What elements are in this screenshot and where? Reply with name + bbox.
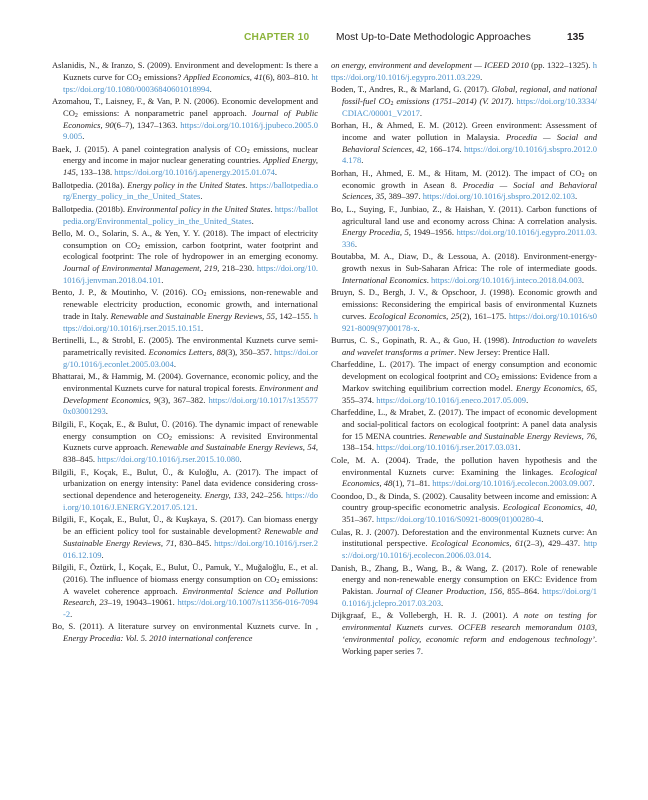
- reference-entry: [331, 120, 597, 167]
- subscript: 2: [581, 172, 585, 179]
- reference-column-left: [52, 60, 318, 646]
- reference-text: .: [419, 107, 423, 118]
- reference-text: . New Jersey: Prentice Hall.: [454, 346, 550, 357]
- reference-entry: [331, 84, 597, 119]
- reference-text: Charfeddine, L., & Mrabet, Z. (2017). The impact of economic development and social-political factors on ecological footprint: A panel data analysis for 15 MENA countries.: [331, 407, 597, 441]
- reference-entry: [331, 251, 597, 286]
- source-title: Energy policy in the United States: [127, 179, 246, 190]
- doi-link[interactable]: https://doi.org/10.1016/j.eneco.2017.05.009: [376, 394, 527, 405]
- reference-text: .: [581, 275, 585, 286]
- reference-text: Cole, M. A. (2004). Trade, the pollution haven hypothesis and the environmental Kuznets curve: Examining the linkages.: [331, 454, 597, 477]
- reference-entry: [331, 204, 597, 251]
- source-title: Energy Procedia: Vol. 5. 2010 international conference: [63, 633, 253, 644]
- reference-text: Bello, M. O., Solarin, S. A., & Yen, Y. Y. (2018). The impact of electricity consumption on CO: [52, 227, 318, 250]
- doi-link[interactable]: https://doi.org/10.1016/j.jclepro.2017.03.203: [342, 586, 597, 608]
- reference-text: Boutabba, M. A., Diaw, D., & Lessoua, A. (2018). Environment-energy-growth nexus in Sub-Saharan Africa: The role of intermediate goods.: [331, 251, 597, 274]
- source-title: Energy Procedia, 5: [342, 227, 409, 238]
- reference-text: emissions: A wavelet coherence approach.: [63, 573, 318, 596]
- source-title: A note on testing for environmental Kuznets curves. OCFEB research memorandum 0103, ‘environmental policy, economic reform and endogenous technology’: [342, 610, 598, 644]
- reference-entry: [52, 514, 318, 561]
- reference-entry: [52, 287, 318, 334]
- reference-text: Culas, R. J. (2007). Deforestation and the environmental Kuznets curve: An institutional perspective.: [331, 526, 597, 549]
- reference-entry: [331, 407, 597, 454]
- source-title: Journal of Cleaner Production, 156: [376, 586, 503, 597]
- reference-text: Aslanidis, N., & Iranzo, S. (2009). Environment and development: Is there a Kuznets curve for CO: [52, 60, 318, 82]
- source-title: Procedia — Social and Behavioral Sciences, 35: [342, 179, 597, 202]
- reference-text: .: [270, 203, 275, 214]
- reference-text: .: [518, 442, 521, 453]
- reference-text: Bo, L., Suying, F., Junbiao, Z., & Haishan, Y. (2011). Carbon functions of agricultural land use and economy across China: A correlation analysis.: [331, 203, 597, 226]
- doi-link[interactable]: https://doi.org/10.1016/j.sbspro.2012.02.103: [422, 191, 575, 202]
- reference-text: , 138–154.: [342, 430, 598, 453]
- doi-link[interactable]: https://doi.org/10.1017/s1355770x03001293: [63, 394, 318, 417]
- reference-text: .: [173, 358, 176, 369]
- reference-text: , 838–845.: [63, 442, 319, 465]
- source-title: Environmental policy in the United States: [127, 203, 271, 214]
- doi-link[interactable]: https://doi.org/10.1016/j.jpubeco.2005.09.005: [63, 119, 318, 142]
- reference-entry: [52, 371, 318, 418]
- doi-link[interactable]: https://doi.org/10.1016/s0921-8009(97)00178-x: [342, 310, 597, 333]
- reference-entry: [331, 491, 597, 526]
- reference-text: Dijkgraaf, E., & Vollebergh, H. R. J. (2001).: [331, 610, 514, 621]
- source-title: Applied Economics, 41: [183, 71, 263, 82]
- source-title: Global, regional, and national fossil-fuel CO: [342, 84, 597, 106]
- chapter-label: CHAPTER 10: [244, 32, 310, 43]
- doi-link[interactable]: https://doi.org/10.1016/j.ecolecon.2006.03.014: [342, 538, 597, 561]
- reference-text: Bruyn, S. D., Bergh, J. V., & Opschoor, J. (1998). Economic growth and emissions: Reconsidering the empirical basis of environmental Kuznets curves.: [331, 287, 597, 321]
- doi-link[interactable]: https://doi.org/10.1016/j.ecolecon.2003.09.007: [432, 478, 593, 489]
- reference-text: , 351–367.: [342, 502, 597, 525]
- reference-text: .: [480, 71, 483, 82]
- reference-entry: [331, 455, 597, 490]
- reference-entry: [331, 335, 597, 359]
- page-number: 135: [567, 32, 584, 43]
- reference-text: Bilgili, F., Koçak, E., Bulut, Ü., & Kuşkaya, S. (2017). Can biomass energy be an efficient policy tool for sustainable development?: [52, 514, 318, 536]
- doi-link[interactable]: https://doi.org/10.1016/j.rser.2015.10.080: [97, 454, 240, 465]
- reference-text: Ballotpedia. (2018b).: [52, 203, 128, 214]
- reference-text: on economic growth in Asean 8.: [342, 167, 597, 190]
- reference-entry: [52, 204, 318, 228]
- subscript: 2: [496, 376, 500, 383]
- reference-entry: [52, 144, 318, 179]
- reference-text: Ballotpedia. (2018a).: [52, 179, 128, 190]
- source-title: Environment and Development Economics, 9: [63, 382, 318, 405]
- subscript: 2: [74, 112, 78, 119]
- reference-text: .: [426, 275, 432, 286]
- source-title: Energy, 133: [204, 490, 247, 501]
- reference-text: , 142–155.: [275, 310, 314, 321]
- reference-text: Charfeddine, L. (2017). The impact of energy consumption and economic development on ecological footprint and CO: [331, 359, 597, 382]
- reference-entry: [331, 359, 597, 406]
- reference-entry: [52, 335, 318, 370]
- reference-text: Borhan, H., Ahmed, E. M., & Hitam, M. (2012). The impact of CO: [331, 167, 582, 178]
- reference-entry: [331, 527, 597, 562]
- source-title: Applied Energy, 145: [63, 155, 319, 178]
- reference-text: , 355–374.: [342, 382, 597, 405]
- reference-text: .: [70, 609, 73, 620]
- reference-text: .: [195, 501, 198, 512]
- reference-entry: [52, 60, 318, 95]
- reference-text: emission, carbon footprint, water footprint and ecological footprint: The role of hydropower in an emerging economy.: [63, 239, 318, 262]
- reference-text: Azomahou, T., Laisney, F., & Van, P. N. (2006). Economic development and CO: [52, 95, 318, 118]
- subscript: 2: [203, 292, 207, 299]
- subscript: 2: [390, 100, 394, 107]
- reference-text: emissions: A nonparametric panel approach.: [77, 107, 252, 118]
- reference-text: Burrus, C. S., Gopinath, R. A., & Guo, H. (1998).: [331, 335, 513, 346]
- doi-link[interactable]: https://doi.org/10.1016/j.econlet.2005.03.004: [63, 346, 318, 369]
- reference-text: (6–7), 1347–1363.: [113, 119, 181, 130]
- source-title: Procedia — Social and Behavioral Sciences, 42: [342, 131, 597, 154]
- doi-link[interactable]: https://doi.org/10.1016/j.rser.2016.12.109: [63, 537, 318, 560]
- reference-text: , 133–138.: [75, 167, 115, 178]
- reference-text: .: [489, 550, 492, 561]
- reference-text: .: [361, 155, 364, 166]
- reference-text: .: [239, 454, 242, 465]
- doi-link[interactable]: https://doi.org/10.1016/J.ENERGY.2017.05.121: [63, 490, 318, 512]
- source-title: emissions (1751–2014) (V. 2017): [393, 95, 512, 106]
- reference-text: , 242–256.: [246, 490, 286, 501]
- doi-link[interactable]: https://doi.org/10.3334/CDIAC/00001_V2017: [342, 95, 597, 118]
- reference-entry-continued: [331, 60, 597, 84]
- source-title: Renewable and Sustainable Energy Reviews, 71: [63, 526, 318, 548]
- doi-link[interactable]: https://doi.org/10.1007/s11356-016-7094-2: [63, 597, 318, 620]
- reference-text: Bertinelli, L., & Strobl, E. (2005). The environmental Kuznets curve semi-parametrically revisited.: [52, 335, 318, 357]
- source-title: Renewable and Sustainable Energy Reviews, 55: [110, 310, 276, 321]
- subscript: 2: [137, 244, 141, 251]
- reference-text: (pp. 1322–1325).: [528, 60, 593, 70]
- reference-entry: [331, 287, 597, 334]
- subscript: 2: [246, 148, 250, 155]
- doi-link[interactable]: https://doi.org/10.1016/j.jenvman.2018.04.101: [63, 263, 318, 286]
- reference-text: .: [441, 597, 444, 608]
- reference-text: , 166–174.: [424, 143, 464, 154]
- source-title: Ecological Economics, 25: [369, 310, 460, 321]
- source-title: Renewable and Sustainable Energy Reviews, 54: [150, 442, 316, 453]
- reference-text: .: [251, 215, 254, 226]
- reference-text: , 218–230.: [217, 263, 257, 274]
- reference-text: Boden, T., Andres, R., & Marland, G. (2017).: [331, 84, 492, 95]
- doi-link[interactable]: https://ballotpedia.org/Environmental_policy_in_the_United_States: [63, 203, 318, 226]
- reference-text: , 389–397.: [384, 191, 423, 202]
- reference-entry: [331, 563, 597, 610]
- reference-entry: [52, 96, 318, 143]
- doi-link[interactable]: https://doi.org/10.1016/j.inteco.2018.04.003: [431, 275, 582, 286]
- running-head: [0, 30, 648, 48]
- doi-link[interactable]: https://doi.org/10.1016/j.sbspro.2012.04.178: [342, 143, 597, 166]
- reference-text: .: [575, 191, 578, 202]
- source-title: Energy Economics, 65: [516, 382, 595, 393]
- reference-text: .: [105, 406, 108, 417]
- reference-text: Borhan, H., & Ahmed, E. M. (2012). Green environment: Assessment of income and water pollution in Malaysia.: [331, 120, 597, 142]
- source-title: Journal of Public Economics, 90: [63, 107, 318, 130]
- doi-link[interactable]: https://doi.org/10.1016/j.rser.2017.03.031: [376, 442, 519, 453]
- reference-column-right: [331, 60, 597, 658]
- doi-link[interactable]: https://doi.org/10.1016/j.rser.2015.10.151: [63, 310, 319, 333]
- subscript: 2: [169, 435, 173, 442]
- reference-text: .: [161, 275, 164, 286]
- reference-text: .: [526, 394, 529, 405]
- reference-text: , 830–845.: [174, 537, 215, 548]
- reference-text: .: [541, 514, 544, 525]
- reference-text: (6), 803–810.: [262, 71, 312, 82]
- reference-text: emissions: Evidence from a Markov switching equilibrium correction model.: [342, 371, 597, 393]
- reference-text: . Working paper series 7.: [342, 633, 597, 656]
- source-title: Environmental Science and Pollution Research, 23: [63, 585, 318, 608]
- source-title: Ecological Economics, 48: [342, 466, 597, 489]
- reference-entry: [331, 610, 597, 657]
- reference-entry: [52, 467, 318, 514]
- reference-text: Bilgili, F., Koçak, E., & Bulut, Ü. (2016). The dynamic impact of renewable energy consumption on CO: [52, 418, 318, 441]
- reference-entry: [52, 621, 318, 645]
- doi-link[interactable]: https://ballotpedia.org/Energy_policy_in_the_United_States: [63, 179, 319, 202]
- reference-text: .: [417, 322, 420, 333]
- reference-entry: [52, 228, 318, 287]
- reference-text: .: [592, 478, 595, 489]
- reference-text: emissions?: [141, 71, 184, 82]
- reference-entry: [52, 419, 318, 466]
- reference-text: .: [201, 322, 204, 333]
- reference-text: .: [511, 95, 517, 106]
- reference-text: .: [200, 191, 203, 202]
- reference-text: (2), 161–175.: [459, 310, 509, 321]
- reference-text: emissions: A revisited Environmental Kuznets curve approach.: [63, 430, 318, 453]
- source-title: International Economics: [342, 275, 427, 286]
- reference-text: (3), 350–357.: [225, 346, 275, 357]
- source-title: Introduction to wavelets and wavelet transforms a primer: [342, 335, 597, 357]
- reference-text: (2–3), 429–437.: [523, 538, 584, 549]
- reference-text: Bhattarai, M., & Hammig, M. (2004). Governance, economic policy, and the environmental Kuznets curve for natural tropical forests.: [52, 371, 318, 393]
- reference-entry: [52, 562, 318, 621]
- reference-text: .: [354, 239, 357, 250]
- source-title: Ecological Economics, 61: [431, 538, 524, 549]
- source-title: Journal of Environmental Management, 219: [63, 263, 218, 274]
- subscript: 2: [138, 76, 142, 83]
- doi-link[interactable]: https://doi.org/10.1016/j.apenergy.2015.01.074: [114, 167, 275, 178]
- reference-text: .: [209, 83, 212, 94]
- doi-link[interactable]: https://doi.org/10.1016/S0921-8009(01)00280-4: [376, 514, 542, 525]
- reference-text: Bilgili, F., Öztürk, İ., Koçak, E., Bulut, Ü., Pamuk, Y., Muğaloğlu, E., et al. (2016). The influence of biomass energy consumption on CO: [52, 561, 318, 584]
- reference-text: Baek, J. (2015). A panel cointegration analysis of CO: [52, 143, 247, 154]
- reference-text: Bo, S. (2011). A literature survey on environmental Kuznets curve. In ,: [52, 621, 318, 632]
- reference-text: Danish, B., Zhang, B., Wang, B., & Wang, Z. (2017). Role of renewable energy and non-renewable energy consumption on EKC: Evidence from Pakistan.: [331, 562, 597, 597]
- reference-text: .: [245, 179, 250, 190]
- reference-entry: [331, 168, 597, 203]
- reference-text: .: [82, 131, 85, 142]
- reference-text: Bilgili, F., Koçak, E., Bulut, Ü., & Kuloğlu, A. (2017). The impact of urbanization on energy intensity: Panel data evidence considering cross-sectional dependence and heterogeneity.: [52, 466, 318, 501]
- reference-text: emissions, non-renewable and renewable electricity production, economic growth, and international trade in Italy.: [63, 287, 318, 321]
- reference-text: .: [101, 549, 104, 560]
- reference-text: emissions, nuclear energy and income in major nuclear generating countries.: [63, 143, 318, 166]
- reference-text: (1), 71–81.: [392, 478, 433, 489]
- reference-text: –19, 19043–19061.: [107, 597, 178, 608]
- source-title: Renewable and Sustainable Energy Reviews, 76: [428, 430, 595, 441]
- reference-entry: [52, 180, 318, 204]
- reference-text: Bento, J. P., & Moutinho, V. (2016). CO: [52, 287, 204, 298]
- reference-text: Coondoo, D., & Dinda, S. (2002). Causality between income and emission: A country group-specific econometric analysis.: [331, 490, 597, 513]
- source-title: on energy, environment and development — ICEED 2010: [331, 60, 529, 70]
- doi-link[interactable]: https://doi.org/10.1016/j.egypro.2011.03.336: [342, 227, 597, 250]
- subscript: 2: [276, 578, 280, 585]
- chapter-title: Most Up-to-Date Methodologic Approaches: [336, 32, 531, 43]
- doi-link[interactable]: https://doi.org/10.1080/00036840601018994: [63, 71, 318, 94]
- source-title: Economics Letters, 88: [148, 346, 226, 357]
- reference-text: (3), 367–382.: [158, 394, 209, 405]
- reference-text: .: [274, 167, 278, 178]
- doi-link[interactable]: https://doi.org/10.1016/j.egypro.2011.03.229: [331, 60, 598, 82]
- reference-text: , 1949–1956.: [408, 227, 457, 238]
- source-title: Ecological Economics, 40: [502, 502, 595, 513]
- reference-text: , 855–864.: [502, 586, 543, 597]
